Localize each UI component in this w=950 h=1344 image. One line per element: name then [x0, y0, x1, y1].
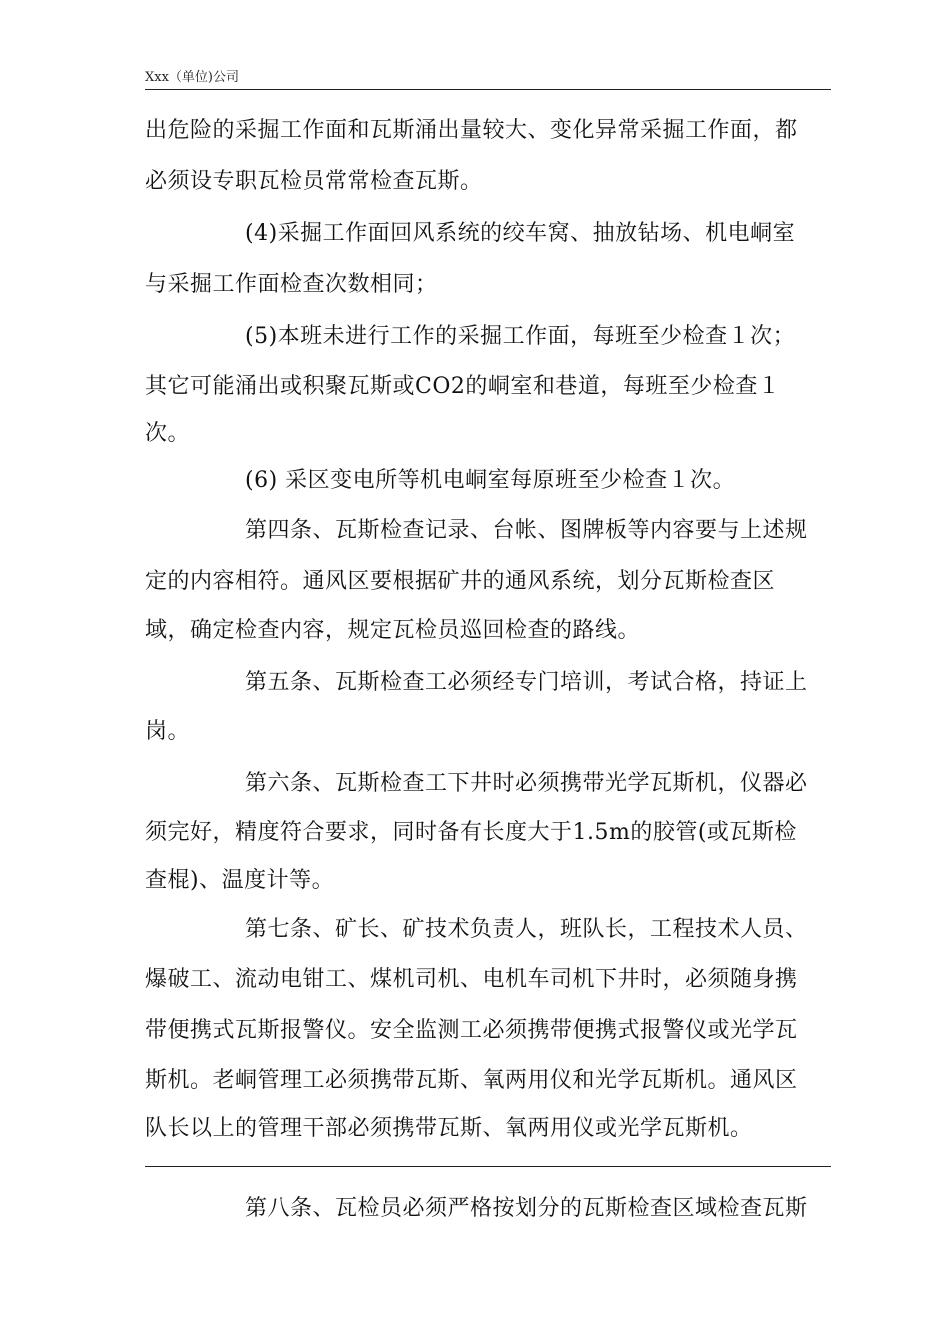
text-line: 岗。: [145, 719, 191, 744]
text-line: 第六条、瓦斯检查工下井时必须携带光学瓦斯机，仪器必: [245, 771, 808, 796]
text-line: (6) 采区变电所等机电峒室每原班至少检查１次。: [245, 468, 736, 493]
text-line: 域，确定检查内容，规定瓦检员巡回检查的路线。: [145, 618, 641, 643]
text-line: (5)本班未进行工作的采掘工作面，每班至少检查１次；: [245, 324, 796, 349]
text-line: 其它可能涌出或积聚瓦斯或CO2的峒室和巷道，每班至少检查１: [145, 374, 781, 399]
text-line: 第四条、瓦斯检查记录、台帐、图牌板等内容要与上述规: [245, 518, 808, 543]
text-line: 队长以上的管理干部必须携带瓦斯、氧两用仪或光学瓦斯机。: [145, 1116, 753, 1141]
text-line: 定的内容相符。通风区要根据矿井的通风系统，划分瓦斯检查区: [145, 569, 776, 594]
text-line: 爆破工、流动电钳工、煤机司机、电机车司机下井时，必须随身携: [145, 967, 798, 992]
text-line: 须完好，精度符合要求，同时备有长度大于1.5m的胶管(或瓦斯检: [145, 820, 797, 845]
text-line: 查棍)、温度计等。: [145, 868, 335, 893]
header-divider: [145, 89, 831, 90]
text-line: 次。: [145, 421, 191, 446]
text-line: 必须设专职瓦检员常常检查瓦斯。: [145, 169, 483, 194]
text-line: 与采掘工作面检查次数相同；: [145, 272, 438, 297]
next-page-text-line: 第八条、瓦检员必须严格按划分的瓦斯检查区域检查瓦斯: [245, 1196, 808, 1221]
text-line: (4)采掘工作面回风系统的绞车窝、抽放钻场、机电峒室: [245, 221, 796, 246]
page-break-divider: [145, 1166, 831, 1167]
page-header-company: Xxx（单位)公司: [145, 70, 239, 85]
text-line: 第七条、矿长、矿技术负责人，班队长，工程技术人员、: [245, 917, 808, 942]
text-line: 带便携式瓦斯报警仪。安全监测工必须携带便携式报警仪或光学瓦: [145, 1018, 798, 1043]
text-line: 斯机。老峒管理工必须携带瓦斯、氧两用仪和光学瓦斯机。通风区: [145, 1068, 798, 1093]
text-line: 第五条、瓦斯检查工必须经专门培训，考试合格，持证上: [245, 670, 808, 695]
text-line: 出危险的采掘工作面和瓦斯涌出量较大、变化异常采掘工作面，都: [145, 118, 798, 143]
